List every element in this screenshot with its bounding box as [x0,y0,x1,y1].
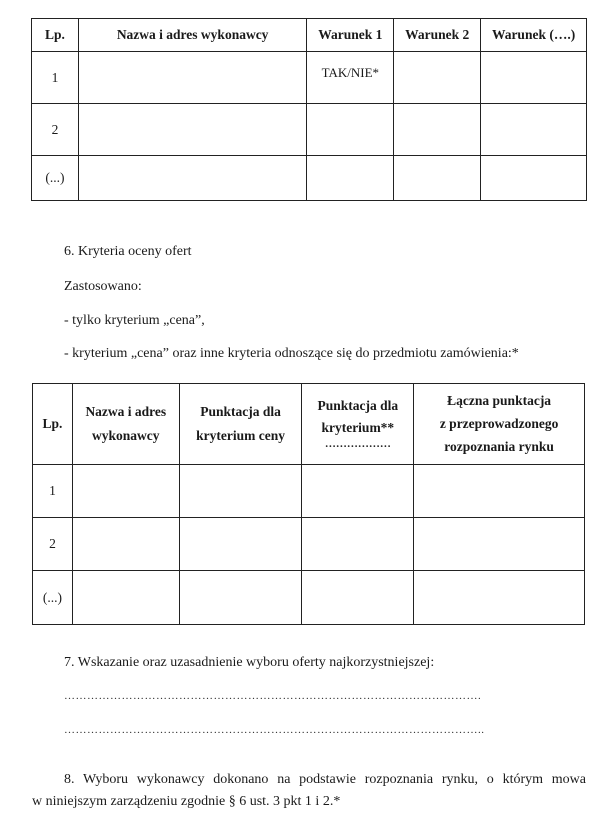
cell-lp: 2 [32,104,79,156]
justification-line-1[interactable]: ………………………………………………………………………………………………. [64,690,482,702]
header-total-line: z przeprowadzonego [439,416,559,431]
header-lp: Lp. [32,19,79,52]
table-row [32,156,587,201]
header-criterion-line: kryterium** [321,420,395,435]
cell-condition-2[interactable] [394,52,481,104]
cell-contractor[interactable] [78,104,306,156]
cell-condition-n[interactable] [481,156,587,201]
table-row [32,104,587,156]
cell-condition-n[interactable] [481,52,587,104]
header-condition-n: Warunek (….) [481,19,587,52]
header-total-score [414,384,585,465]
applied-label: Zastosowano: [64,279,142,294]
cell-lp: (...) [32,156,79,201]
table-row [33,518,585,571]
cell-price-score[interactable] [179,518,302,571]
cell-criterion-score[interactable] [302,571,414,625]
table-row [33,465,585,518]
cell-price-score[interactable] [179,571,302,625]
option-price-and-other: - kryterium „cena” oraz inne kryteria odnoszące się do przedmiotu zamówienia:* [64,346,519,361]
cell-condition-1[interactable] [307,104,394,156]
conditions-table [31,18,587,201]
cell-lp: 1 [33,465,73,518]
section-8-line-2: w niniejszym zarządzeniu zgodnie § 6 ust. 3 pkt 1 i 2.* [32,794,341,809]
cell-condition-2[interactable] [394,104,481,156]
table-row [32,52,587,104]
section-8-line-1: 8. Wyboru wykonawcy dokonano na podstawie rozpoznania rynku, o którym mowa [64,772,586,787]
header-price-line: kryterium ceny [196,428,285,443]
header-condition-2: Warunek 2 [394,19,481,52]
header-contractor-line: wykonawcy [92,428,160,443]
cell-condition-2[interactable] [394,156,481,201]
cell-lp: 1 [32,52,79,104]
option-price-only: - tylko kryterium „cena”, [64,313,205,328]
cell-condition-n[interactable] [481,104,587,156]
justification-line-2[interactable]: ……………………………………………………………………………………………….. [64,724,485,736]
criteria-table [32,383,585,625]
cell-contractor[interactable] [78,156,306,201]
cell-price-score[interactable] [179,465,302,518]
header-contractor: Nazwa i adres wykonawcy [78,19,306,52]
header-price-line: Punktacja dla [200,404,281,419]
cell-lp: (...) [33,571,73,625]
header-criterion-line: ……………… [324,438,391,450]
cell-total-score[interactable] [414,571,585,625]
section-7-title: 7. Wskazanie oraz uzasadnienie wyboru oferty najkorzystniejszej: [64,655,435,670]
header-criterion-line: Punktacja dla [317,398,399,413]
header-total-line: Łączna punktacja [447,393,552,408]
header-price-score [179,384,302,465]
table-row [33,571,585,625]
cell-total-score[interactable] [414,518,585,571]
header-contractor-line: Nazwa i adres [85,404,167,419]
header-lp: Lp. [33,384,73,465]
cell-contractor[interactable] [78,52,306,104]
cell-criterion-score[interactable] [302,465,414,518]
cell-criterion-score[interactable] [302,518,414,571]
header-contractor [72,384,179,465]
header-total-line: rozpoznania rynku [444,439,554,454]
header-criterion-score [302,384,414,465]
cell-lp: 2 [33,518,73,571]
cell-contractor[interactable] [72,518,179,571]
cell-condition-1[interactable]: TAK/NIE* [307,52,394,104]
header-condition-1: Warunek 1 [307,19,394,52]
cell-contractor[interactable] [72,571,179,625]
cell-total-score[interactable] [414,465,585,518]
section-6-title: 6. Kryteria oceny ofert [64,244,192,259]
cell-condition-1[interactable] [307,156,394,201]
cell-contractor[interactable] [72,465,179,518]
